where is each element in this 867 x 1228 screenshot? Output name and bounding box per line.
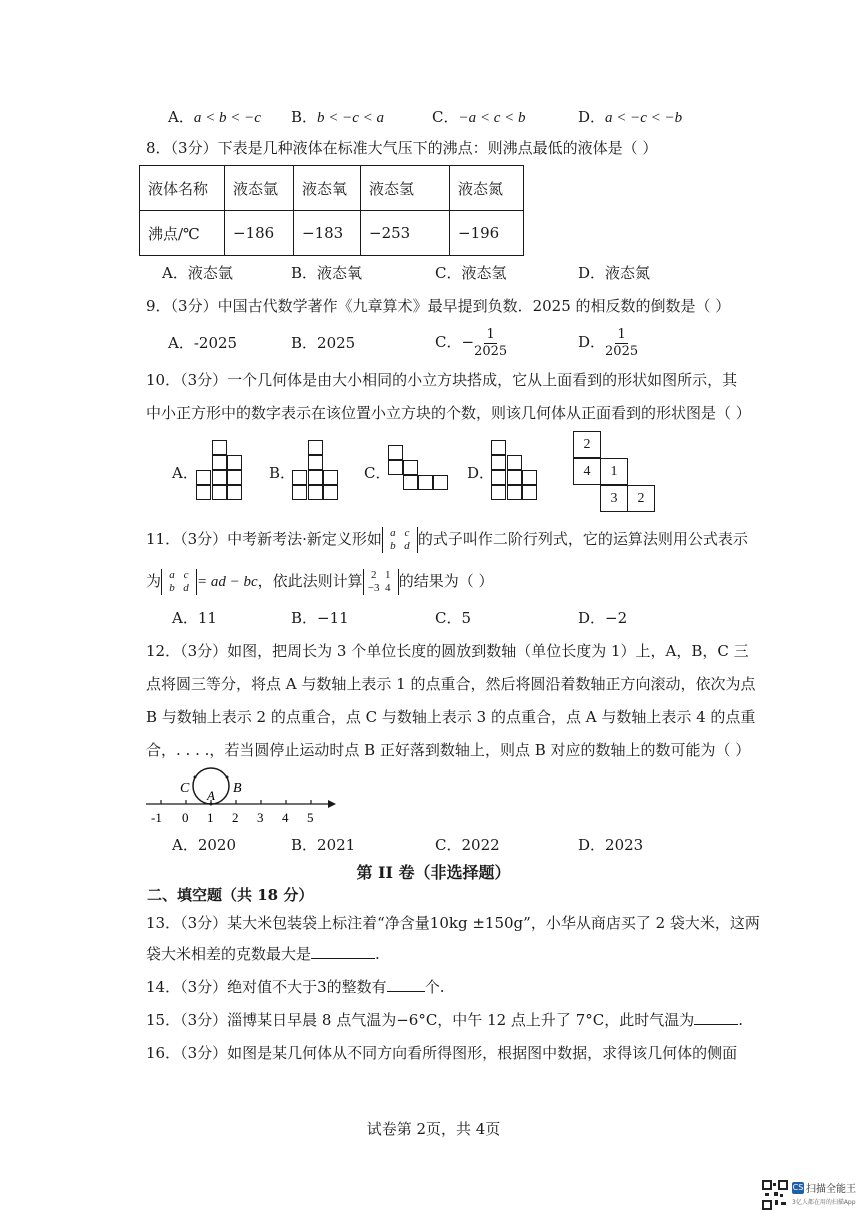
table-cell: −196 <box>450 211 524 256</box>
answer-blank <box>311 944 375 959</box>
number-line-figure <box>140 762 350 828</box>
table-cell: −183 <box>294 211 361 256</box>
tick-label: -1 <box>151 810 162 825</box>
q11-line1: 11．（3分）中考新考法·新定义形如 a c b d 的式子叫作二阶行列式，它的运算法则用公式表示 <box>146 527 748 552</box>
q12-line1: 12．（3分）如图，把周长为 3 个单位长度的圆放到数轴（单位长度为 1）上，A，B，C 三 <box>146 642 749 660</box>
q9-option-d: D． $\frac{1}{2025}$ <box>578 326 639 359</box>
q12-line2: 点将圆三等分，将点 A 与数轴上表示 1 的点重合，然后将圆沿着数轴正方向滚动，依次为点 <box>146 675 756 693</box>
q13-line2: 袋大米相差的克数最大是 . <box>146 945 380 963</box>
q10-top-view <box>573 431 657 513</box>
tick-label: 3 <box>257 810 264 825</box>
badge-subtitle: 3亿人都在用的扫描App <box>792 1199 856 1206</box>
tick-label: 2 <box>232 810 239 825</box>
q15-line: 15．（3分）淄博某日早晨 8 点气温为−6°C，中午 12 点上升了 7°C，此时气温为 . <box>146 1011 743 1029</box>
q7-option-b: B．b < −c < a <box>291 108 385 126</box>
answer-blank <box>387 977 425 992</box>
q7-option-c: C．−a < c < b <box>432 108 526 126</box>
part-two-title: 第 II 卷（非选择题） <box>356 863 511 882</box>
q8-option-a: A．液态氩 <box>162 264 233 282</box>
top-view-cell: 2 <box>627 485 655 512</box>
q10-figure-a <box>196 440 260 502</box>
q11-option-b: B．−11 <box>291 609 349 627</box>
tick-label: 1 <box>207 810 214 825</box>
q10-figure-c <box>386 445 450 497</box>
q9-stem: 9．（3分）中国古代数学著作《九章算术》最早提到负数．2025 的相反数的倒数是（ ） <box>146 297 731 315</box>
tick-label: 4 <box>282 810 289 825</box>
q8-stem: 8．（3分）下表是几种液体在标准大气压下的沸点：则沸点最低的液体是（ ） <box>146 139 658 157</box>
q10-figure-b <box>292 440 356 502</box>
q10-label-a: A． <box>172 464 198 482</box>
boiling-point-table <box>139 165 524 256</box>
q9-option-c: C．− $\frac{1}{2025}$ <box>435 326 508 359</box>
table-cell: 沸点/℃ <box>140 211 225 256</box>
q8-option-b: B．液态氧 <box>291 264 363 282</box>
q10-label-d: D． <box>467 464 495 482</box>
point-b-label: B <box>233 781 242 796</box>
tick-label: 0 <box>182 810 189 825</box>
q11-line2: 为 a c b d = ad − bc，依此法则计算 2 1 −3 4 的结果为（ ） <box>146 569 494 594</box>
q12-line4: 合，. . . .，若当圆停止运动时点 B 正好落到数轴上，则点 B 对应的数轴上的数可能为（ ） <box>146 741 751 759</box>
q9-option-b: B．2025 <box>291 334 356 352</box>
point-a-label: A <box>207 788 215 803</box>
qr-code-icon <box>762 1180 788 1210</box>
top-view-cell: 1 <box>600 458 628 485</box>
table-header-cell: 液态氮 <box>450 166 524 211</box>
determinant-symbolic: a c b d <box>382 527 418 553</box>
q8-option-d: D．液态氮 <box>578 264 651 282</box>
q13-line1: 13．（3分）某大米包装袋上标注着“净含量10kg ±150g”，小华从商店买了 2 袋大米，这两 <box>146 914 760 932</box>
answer-blank <box>694 1010 738 1025</box>
q12-option-a: A．2020 <box>172 836 237 854</box>
q10-label-c: C． <box>364 464 391 482</box>
q12-option-b: B．2021 <box>291 836 356 854</box>
q8-option-c: C．液态氢 <box>435 264 507 282</box>
table-header-cell: 液态氩 <box>225 166 294 211</box>
top-view-cell: 4 <box>573 458 601 485</box>
scanner-watermark-badge <box>762 1176 858 1214</box>
page-footer: 试卷第 2页，共 4页 <box>366 1120 501 1138</box>
table-header-cell: 液体名称 <box>140 166 225 211</box>
q7-option-d: D．a < −c < −b <box>578 108 683 126</box>
camscanner-logo-icon: CS <box>792 1183 804 1192</box>
q12-option-d: D．2023 <box>578 836 644 854</box>
table-header-cell: 液态氢 <box>361 166 450 211</box>
q11-option-a: A．11 <box>172 609 217 627</box>
top-view-cell: 2 <box>573 431 601 458</box>
q11-option-d: D．−2 <box>578 609 628 627</box>
q10-line1: 10．（3分）一个几何体是由大小相同的小立方块搭成，它从上面看到的形状如图所示，其 <box>146 371 738 389</box>
q9-option-a: A．-2025 <box>168 334 238 352</box>
q10-line2: 中小正方形中的数字表示在该位置小立方块的个数，则该几何体从正面看到的形状图是（ ） <box>146 404 751 422</box>
q10-label-b: B． <box>269 464 296 482</box>
tick-label: 5 <box>307 810 314 825</box>
q10-figure-d <box>491 440 555 502</box>
point-c-label: C <box>180 781 190 796</box>
q14-line: 14．（3分）绝对值不大于3的整数有 个. <box>146 978 445 996</box>
determinant-numeric: 2 1 −3 4 <box>363 569 399 595</box>
table-header-cell: 液态氧 <box>294 166 361 211</box>
q16-line1: 16．（3分）如图是某几何体从不同方向看所得图形，根据图中数据，求得该几何体的侧面 <box>146 1044 738 1062</box>
q12-line3: B 与数轴上表示 2 的点重合，点 C 与数轴上表示 3 的点重合，点 A 与数轴上表示 4 的点重 <box>146 708 756 726</box>
badge-title: 扫描全能王 <box>806 1184 856 1195</box>
q7-option-a: A．a < b < −c <box>168 108 261 126</box>
table-cell: −253 <box>361 211 450 256</box>
fill-in-section-heading: 二、填空题（共 18 分） <box>147 886 314 904</box>
q11-option-c: C．5 <box>435 609 472 627</box>
q12-option-c: C．2022 <box>435 836 500 854</box>
top-view-cell: 3 <box>600 485 628 512</box>
table-cell: −186 <box>225 211 294 256</box>
